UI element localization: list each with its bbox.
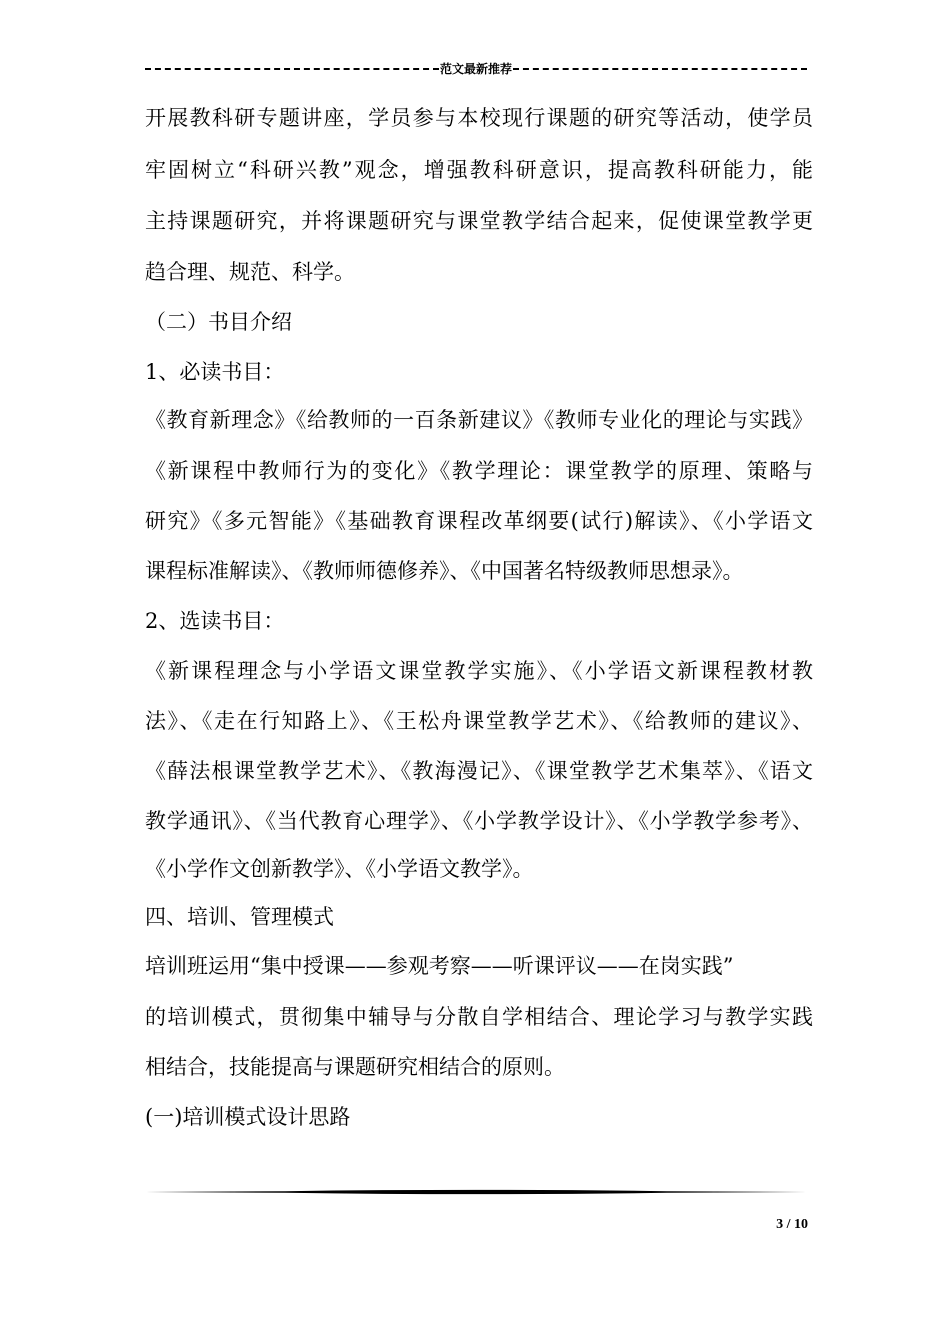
text-line: 课程标准解读》、《教师师德修养》、《中国著名特级教师思想录》。: [145, 559, 744, 583]
text-line: 《新课程理念与小学语文课堂教学实施》、《小学语文新课程教材教: [145, 659, 813, 683]
header-dashes-right: [513, 68, 807, 70]
subsection-heading: 2、选读书目：: [145, 609, 285, 633]
text-line: 研究》《多元智能》《基础教育课程改革纲要(试行)解读》、《小学语文: [145, 509, 813, 533]
section-heading: （二）书目介绍: [145, 310, 292, 334]
text-line: 培训班运用“集中授课——参观考察——听课评议——在岗实践”: [145, 954, 734, 978]
page-number: 3 / 10: [776, 1217, 808, 1232]
section-heading: (一)培训模式设计思路: [145, 1105, 351, 1129]
text-line: 《小学作文创新教学》、《小学语文教学》。: [145, 857, 534, 881]
text-line: 的培训模式，贯彻集中辅导与分散自学相结合、理论学习与教学实践: [145, 1005, 813, 1029]
text-line: 相结合，技能提高与课题研究相结合的原则。: [145, 1055, 565, 1079]
text-line: 法》、《走在行知路上》、《王松舟课堂教学艺术》、《给教师的建议》、: [145, 709, 813, 733]
page-header: [145, 58, 807, 78]
text-line: 《薛法根课堂教学艺术》、《教海漫记》、《课堂教学艺术集萃》、《语文: [145, 759, 813, 783]
subsection-heading: 1、必读书目：: [145, 360, 285, 384]
footer-rule: [145, 1188, 807, 1196]
text-line: 开展教科研专题讲座，学员参与本校现行课题的研究等活动，使学员: [145, 106, 813, 130]
text-line: 牢固树立“科研兴教”观念，增强教科研意识，提高教科研能力，能: [145, 158, 813, 182]
text-line: 主持课题研究，并将课题研究与课堂教学结合起来，促使课堂教学更: [145, 209, 813, 233]
text-line: 趋合理、规范、科学。: [145, 260, 355, 284]
header-dashes-left: [145, 68, 439, 70]
text-line: 《教育新理念》《给教师的一百条新建议》《教师专业化的理论与实践》: [145, 408, 813, 432]
text-line: 教学通讯》、《当代教育心理学》、《小学教学设计》、《小学教学参考》、: [145, 809, 813, 833]
section-heading: 四、培训、管理模式: [145, 905, 334, 929]
text-line: 《新课程中教师行为的变化》《教学理论：课堂教学的原理、策略与: [145, 459, 813, 483]
header-title: 范文最新推荐: [440, 61, 513, 76]
